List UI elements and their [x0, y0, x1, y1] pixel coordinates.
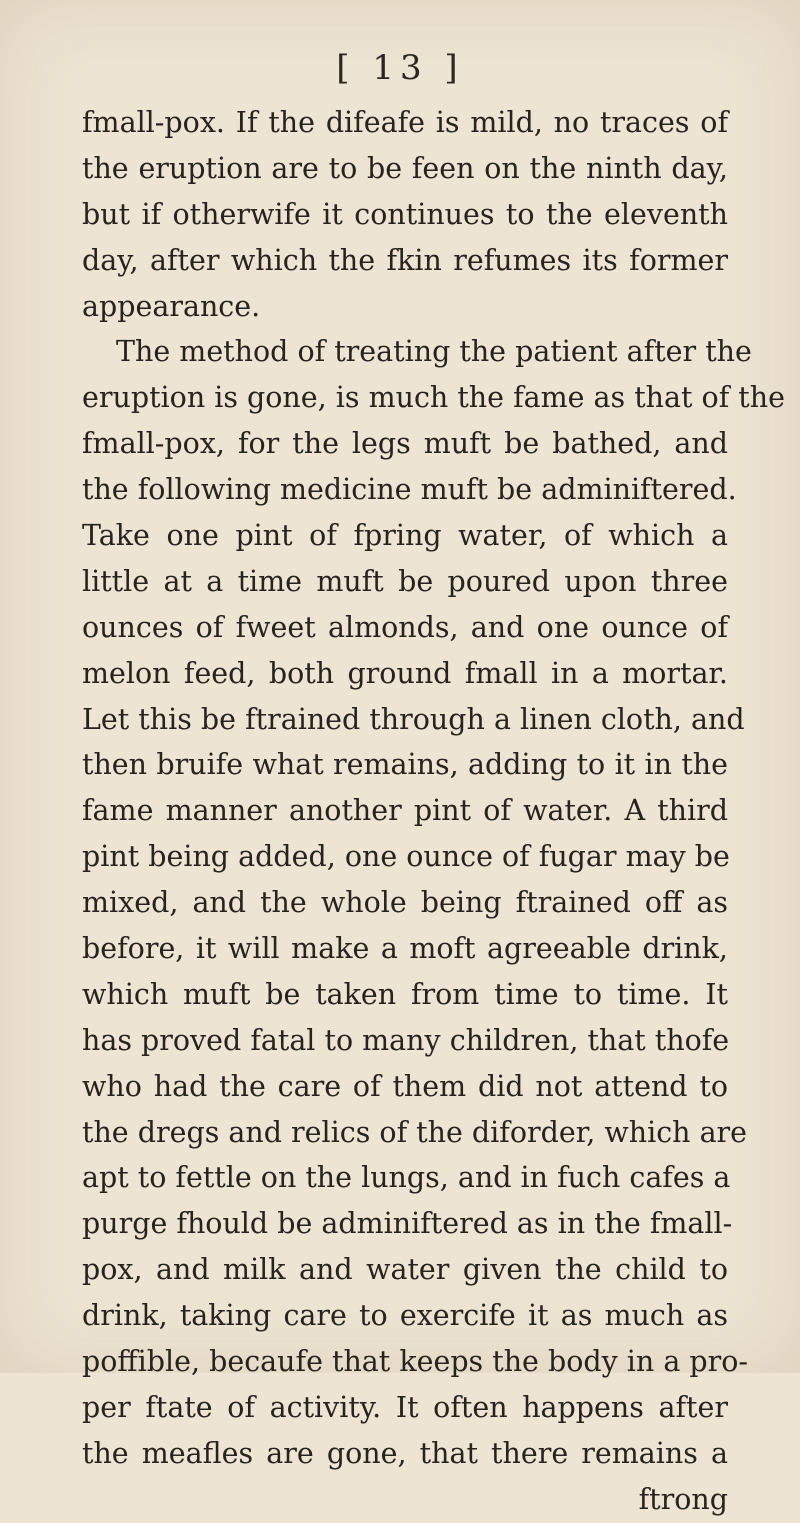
text-line: Let this be ftrained through a linen cloth, and	[82, 702, 745, 736]
text-line: pint being added, one ounce of fugar may be	[82, 840, 730, 874]
body-text	[82, 100, 785, 1523]
text-line: little at a time muft be poured upon three	[82, 564, 728, 598]
text-line: Take one pint of fpring water, of which a	[82, 519, 728, 553]
text-line: poffible, becaufe that keeps the body in a pro-	[82, 1345, 749, 1379]
text-line: has proved fatal to many children, that thofe	[82, 1023, 730, 1057]
page-number-header: [ 13 ]	[336, 48, 464, 88]
text-line: The method of treating the patient after the	[116, 335, 752, 369]
text-line: purge fhould be adminiftered as in the fmall-	[82, 1207, 733, 1241]
text-line: fame manner another pint of water. A third	[82, 794, 728, 828]
text-line: apt to fettle on the lungs, and in fuch cafes a	[82, 1161, 731, 1195]
text-line: who had the care of them did not attend to	[82, 1069, 728, 1103]
text-line: day, after which the fkin refumes its former	[82, 243, 728, 277]
text-line: the eruption are to be feen on the ninth day,	[82, 151, 728, 185]
catchword: ftrong	[638, 1482, 728, 1516]
text-line: melon feed, both ground fmall in a mortar.	[82, 656, 728, 690]
text-line: per ftate of activity. It often happens after	[82, 1390, 728, 1424]
text-line: which muft be taken from time to time. It	[82, 977, 728, 1011]
text-line: then bruife what remains, adding to it in the	[82, 748, 728, 782]
text-line: the dregs and relics of the diforder, which are	[82, 1115, 748, 1149]
text-line: but if otherwife it continues to the eleventh	[82, 197, 728, 231]
text-line: appearance.	[82, 289, 261, 323]
text-line: the following medicine muft be adminiftered.	[82, 473, 737, 507]
text-line: fmall-pox. If the difeafe is mild, no traces of	[82, 106, 728, 139]
text-line: the meafles are gone, that there remains a	[82, 1436, 728, 1470]
text-line: drink, taking care to exercife it as much as	[82, 1299, 728, 1333]
text-line: eruption is gone, is much the fame as that of the	[82, 381, 785, 415]
text-line: mixed, and the whole being ftrained off as	[82, 886, 728, 920]
text-line: fmall-pox, for the legs muft be bathed, and	[82, 427, 728, 461]
text-line: ounces of fweet almonds, and one ounce of	[82, 610, 728, 644]
text-line: before, it will make a moft agreeable drink,	[82, 932, 728, 966]
text-line: pox, and milk and water given the child to	[82, 1253, 728, 1287]
